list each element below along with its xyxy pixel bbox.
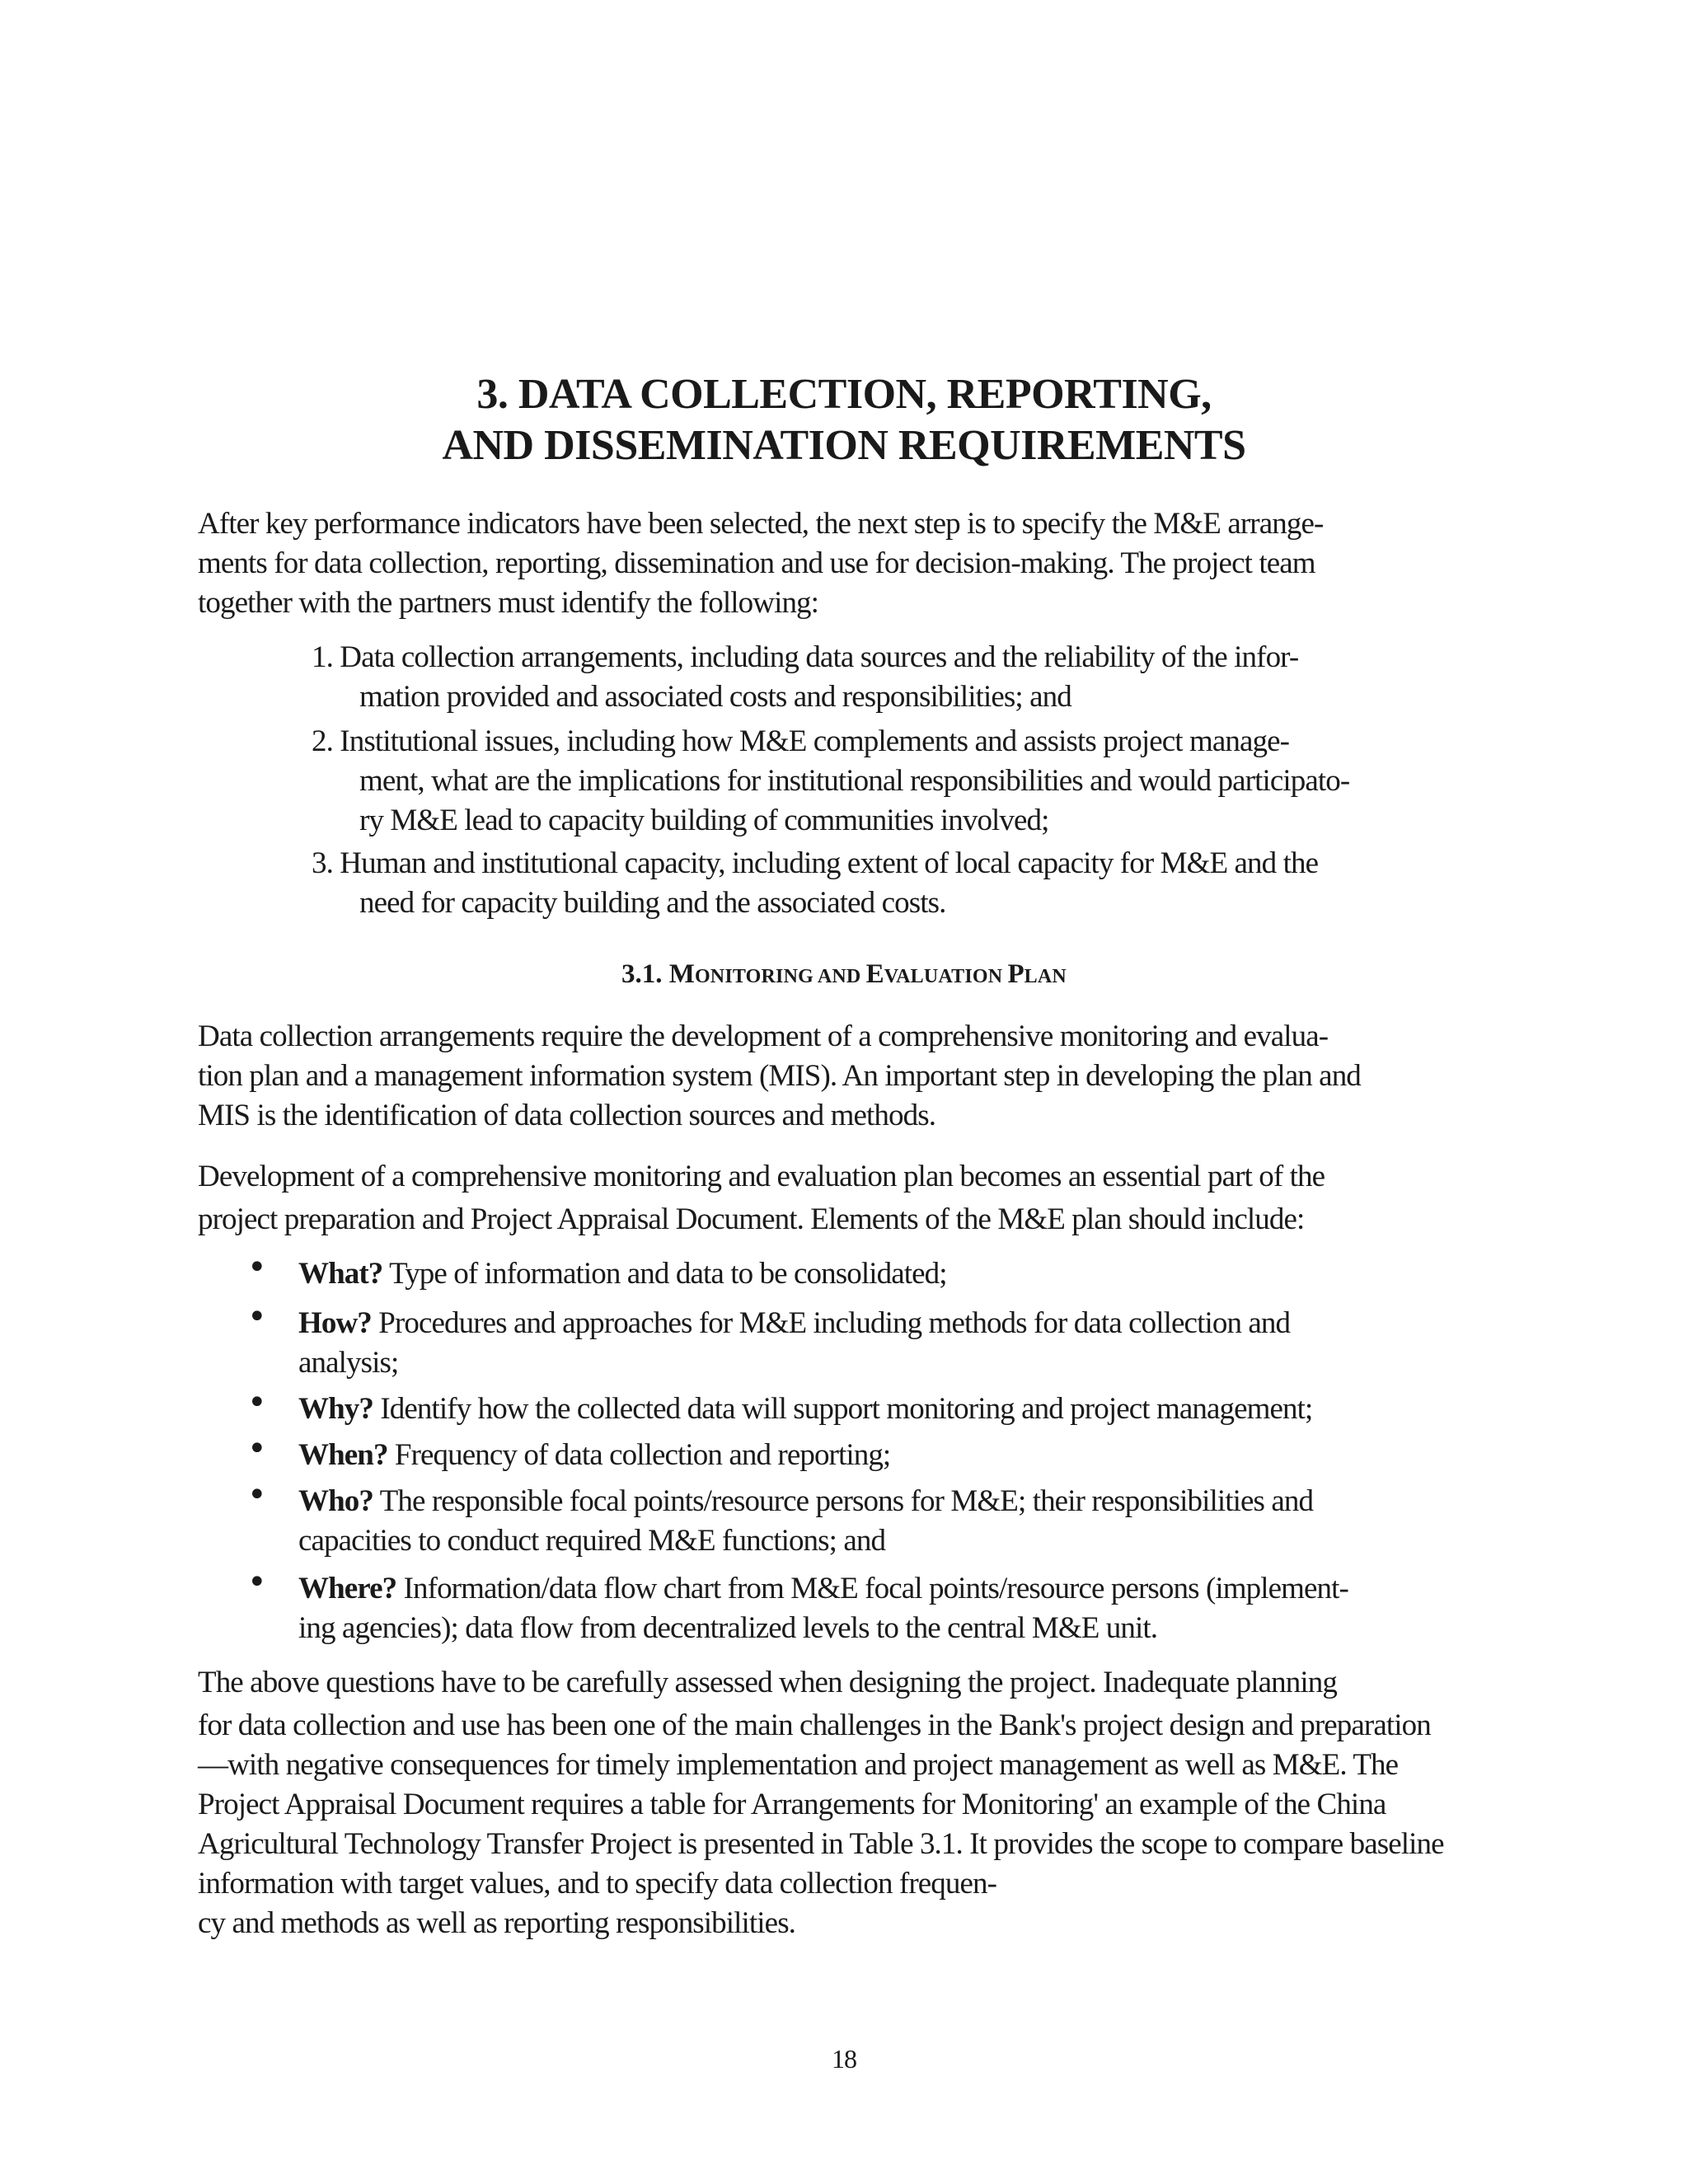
text-line: The above questions have to be carefully assessed when designing the project. Inadequate planning [198, 1666, 1337, 1699]
text-line: —with negative consequences for timely implementation and project management as well as M&E. The [198, 1748, 1399, 1782]
text-line: cy and methods as well as reporting responsibilities. [198, 1906, 796, 1940]
chapter-title [0, 369, 1688, 471]
paragraph-plan-elements [198, 1157, 1500, 1240]
bullet-label: Who? [298, 1484, 373, 1518]
text-line: Development of a comprehensive monitoring and evaluation plan becomes an essential part of the [198, 1160, 1325, 1193]
bullet-label: Where? [298, 1572, 397, 1605]
paragraph-planning-challenges [198, 1663, 1500, 1943]
chapter-title-line-2: AND DISSEMINATION REQUIREMENTS [442, 422, 1246, 469]
paragraph-data-collection [198, 1017, 1500, 1136]
bullet-icon: • [247, 1298, 266, 1336]
bullet-text: ing agencies); data flow from decentralized levels to the central M&E unit. [298, 1611, 1158, 1645]
text-line: need for capacity building and the associated costs. [359, 886, 946, 920]
section-word-initial: M [668, 959, 695, 989]
page-number: 18 [832, 2044, 856, 2074]
text-line: together with the partners must identify the following: [198, 586, 819, 620]
text-line: 2. Institutional issues, including how M&E complements and assists project manage- [312, 724, 1290, 758]
section-word-rest: VALUATION [884, 966, 1008, 987]
list-item [312, 722, 1465, 841]
text-line: After key performance indicators have been selected, the next step is to specify the M&E arrange- [198, 507, 1324, 541]
bullet-text: The responsible focal points/resource persons for M&E; their responsibilities and [373, 1484, 1314, 1518]
text-line: project preparation and Project Appraisal Document. Elements of the M&E plan should include: [198, 1202, 1305, 1236]
text-line: tion plan and a management information system (MIS). An important step in developing the plan and [198, 1059, 1361, 1093]
text-line: ry M&E lead to capacity building of communities involved; [359, 804, 1049, 837]
bullet-text: analysis; [298, 1346, 399, 1380]
section-word-rest: ONITORING AND [694, 966, 866, 987]
chapter-title-line-1: 3. DATA COLLECTION, REPORTING, [476, 371, 1212, 418]
text-line: ments for data collection, reporting, dissemination and use for decision-making. The project team [198, 546, 1315, 580]
list-item [312, 844, 1465, 923]
bullet-icon: • [247, 1476, 266, 1514]
text-line: for data collection and use has been one of the main challenges in the Bank's project design and preparation [198, 1708, 1431, 1742]
bullet-text: capacities to conduct required M&E functions; and [298, 1524, 886, 1558]
text-line: information with target values, and to specify data collection frequen- [198, 1867, 997, 1900]
intro-paragraph [198, 504, 1500, 623]
text-line: Data collection arrangements require the development of a comprehensive monitoring and evalua- [198, 1019, 1329, 1053]
bullet-icon: • [247, 1563, 266, 1601]
section-word-rest: LAN [1024, 966, 1067, 987]
bullet-label: When? [298, 1438, 388, 1472]
text-line: Agricultural Technology Transfer Project is presented in Table 3.1. It provides the scope to compare baseline [198, 1827, 1444, 1861]
text-line: 3. Human and institutional capacity, including extent of local capacity for M&E and the [312, 846, 1319, 880]
section-heading [0, 956, 1688, 995]
section-word-initial: E [865, 959, 884, 989]
bullet-label: What? [298, 1257, 383, 1291]
bullet-text: Type of information and data to be consolidated; [382, 1257, 947, 1291]
bullet-label: How? [298, 1306, 372, 1340]
bullet-text: Information/data flow chart from M&E focal points/resource persons (implement- [396, 1572, 1348, 1605]
text-line: Project Appraisal Document requires a table for Arrangements for Monitoring' an example of the China [198, 1788, 1386, 1821]
bullet-text: Procedures and approaches for M&E including methods for data collection and [371, 1306, 1291, 1340]
list-item [312, 638, 1465, 717]
bullet-icon: • [247, 1249, 266, 1286]
text-line: MIS is the identification of data collection sources and methods. [198, 1099, 936, 1132]
bullet-text: Identify how the collected data will support monitoring and project management; [373, 1392, 1313, 1426]
text-line: ment, what are the implications for institutional responsibilities and would participato- [359, 764, 1350, 798]
text-line: 1. Data collection arrangements, including data sources and the reliability of the infor- [312, 640, 1299, 674]
bullet-label: Why? [298, 1392, 373, 1426]
section-word-initial: P [1007, 959, 1025, 989]
bullet-icon: • [247, 1384, 266, 1422]
bullet-icon: • [247, 1430, 266, 1468]
text-line: mation provided and associated costs and responsibilities; and [359, 680, 1071, 714]
numbered-list [312, 638, 1465, 923]
bullet-text: Frequency of data collection and reporting; [387, 1438, 891, 1472]
section-number: 3.1. [621, 959, 669, 989]
